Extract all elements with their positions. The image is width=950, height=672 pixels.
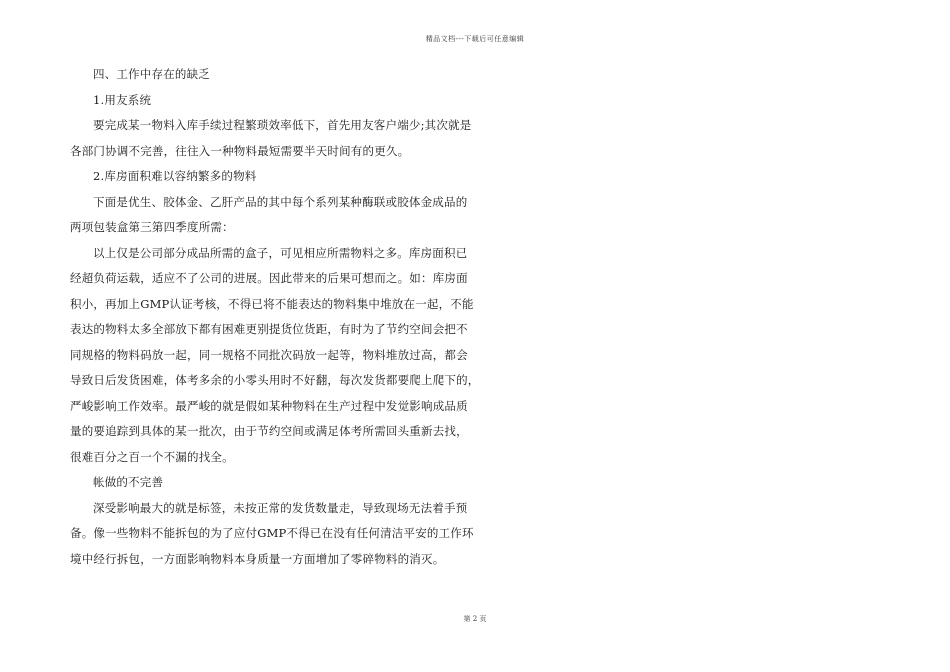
paragraph-line: 导致日后发货困难，体考多余的小零头用时不好翻，每次发货都要爬上爬下的，: [70, 373, 480, 387]
paragraph-line: 深受影响最大的就是标签，未按正常的发货数量走，导致现场无法着手预: [93, 500, 468, 515]
paragraph-line: 境中经行拆包，一方面影响物料本身质量一方面增加了零碎物料的消灭。: [70, 551, 445, 566]
subsection-heading: 2.库房面积难以容纳繁多的物料: [93, 169, 257, 183]
paragraph-line: 以上仅是公司部分成品所需的盒子，可见相应所需物料之多。库房面积已: [93, 245, 468, 260]
subsection-heading: 1.用友系统: [93, 92, 152, 107]
section-heading: 四、工作中存在的缺乏: [93, 67, 210, 81]
document-body: [70, 62, 480, 572]
paragraph-line: 同规格的物料码放一起，同一规格不同批次码放一起等，物料堆放过高，都会: [70, 347, 468, 362]
page-number: 第 2 页: [463, 615, 487, 623]
paragraph-line: 积小，再加上GMP认证考核，不得已将不能表达的物料集中堆放在一起，不能: [70, 296, 474, 311]
paragraph-line: 表达的物料太多全部放下都有困难更别提货位货距，有时为了节约空间会把不: [70, 322, 468, 336]
paragraph-line: 备。像一些物料不能拆包的为了应付GMP不得已在没有任何清洁平安的工作环: [70, 526, 474, 540]
paragraph-line: 经超负荷运载，适应不了公司的进展。因此带来的后果可想而之。如：库房面: [70, 271, 468, 285]
paragraph-line: 严峻影响工作效率。最严峻的就是假如某种物料在生产过程中发觉影响成品质: [70, 398, 468, 413]
subsection-heading: 帐做的不完善: [93, 475, 164, 489]
paragraph-line: 量的要追踪到具体的某一批次，由于节约空间或满足体考所需回头重新去找，: [70, 424, 468, 438]
paragraph-line: 很难百分之百一个不漏的找全。: [70, 449, 234, 464]
paragraph-line: 要完成某一物料入库手续过程繁琐效率低下，首先用友客户端少;其次就是: [93, 118, 472, 132]
paragraph-line: 各部门协调不完善，往往入一种物料最短需要半天时间有的更久。: [70, 143, 410, 158]
paragraph-line: 下面是优生、胶体金、乙肝产品的其中每个系列某种酶联或胶体金成品的: [93, 194, 468, 209]
page-header: 精品文档---下载后可任意编辑: [425, 35, 525, 43]
paragraph-line: 两项包装盒第三第四季度所需：: [70, 220, 234, 234]
